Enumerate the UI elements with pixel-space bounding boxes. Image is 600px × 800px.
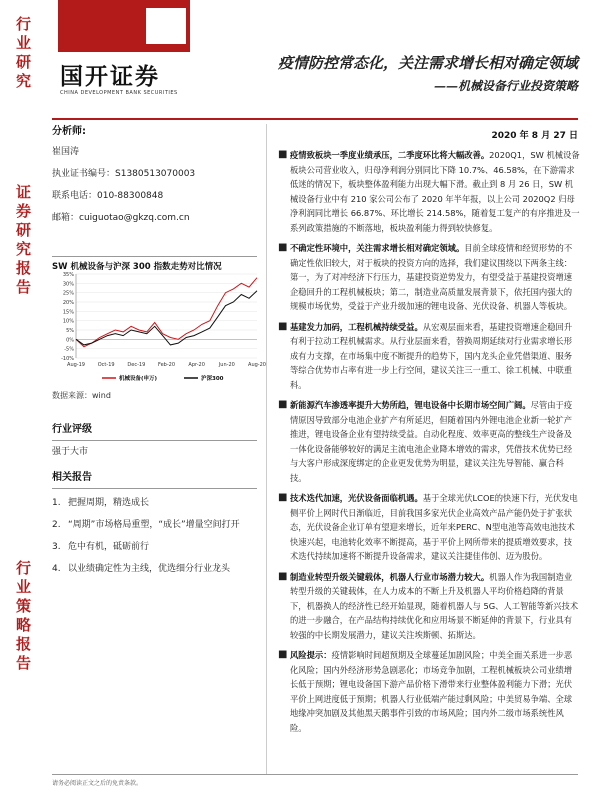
x-tick-label: Aug-19 (67, 362, 85, 368)
bullet-icon: ■ (278, 649, 288, 660)
side-label-research: 行业研究 (14, 16, 32, 92)
summary-point: ■ 不确定性环境中，关注需求增长相对确定领域。目前全球疫情和经贸形势的不确定性依旧较大，对于板块的投资方向的选择，我们建议围绕以下两条主线：第一，为了对冲经济下行压力，基建投资逆势发力，有望受益于基建投资增速企稳回升的工程机械板块；第二，制造业高质量发展背景下，依托国内强大的规模市场优势，受益于产业升级加速的锂电设备、光伏设备、机器人等板块。 (278, 241, 580, 314)
y-tick-label: 25% (62, 290, 74, 297)
bullet-icon: ■ (278, 399, 288, 410)
page-subtitle: ——机械设备行业投资策略 (433, 79, 578, 93)
related-reports (52, 470, 257, 577)
summary-points (278, 148, 580, 741)
y-tick-label: 15% (62, 309, 74, 316)
logo-subtitle: CHINA DEVELOPMENT BANK SECURITIES (60, 90, 178, 96)
analyst-name: 崔国涛 (52, 147, 80, 157)
x-tick-label: Aug-20 (248, 362, 266, 368)
logo (58, 0, 190, 52)
footer-disclaimer: 请务必阅读正文之后的免责条款。 (52, 780, 143, 787)
side-label-securities-report: 证券研究报告 (14, 184, 32, 298)
logo-name: 国开证券 (60, 64, 160, 90)
index-comparison-chart (52, 270, 266, 385)
industry-rating-title: 行业评级 (52, 422, 257, 441)
side-label-strategy-report: 行业策略报告 (14, 560, 32, 674)
y-tick-label: 10% (62, 318, 74, 325)
bullet-icon: ■ (278, 242, 288, 253)
analyst-block (52, 124, 257, 226)
summary-point: ■ 疫情致板块一季度业绩承压，二季度环比将大幅改善。2020Q1，SW 机械设备板块公司营业收入，归母净利润分别同比下降 10.7%、46.58%，在下游需求低迷的情况下，板块整体盈利能力出现大幅下滑。截止到 8 月 26 日，SW 机械设备行业中有 210 家公司公布了 2020 年半年报，以上公司 2020Q2 归母净利润同比增长 66.87%、环比增长 214.58%，随着复工复产的有序推进及一系列政策措施的不断落地，板块盈利能力得到较快修复。 (278, 148, 580, 235)
analyst-phone: 联系电话：010-88300848 (52, 191, 164, 201)
summary-point: ■ 技术迭代加速，光伏设备面临机遇。基于全球光伏LCOE的快速下行，光伏发电侧平价上网时代日渐临近，目前我国多家光伏企业高效产品产能仍处于扩张状态，光伏设备企业订单有望迎来增长，近年来PERC、N型电池等高效电池技术快速兴起，电池转化效率不断提高，基于平价上网所带来的提质增效要求，技术迭代持续加速将不断提升设备需求，建议关注捷佳伟创、迈为股份。 (278, 491, 580, 564)
y-tick-label: 20% (62, 300, 74, 306)
series-line-1 (76, 291, 257, 345)
related-reports-title: 相关报告 (52, 470, 257, 489)
related-report-item[interactable]: 2. “周期”市场格局重塑，“成长”增量空间打开 (52, 520, 240, 530)
series-line-0 (76, 278, 257, 347)
industry-rating-value: 强于大市 (52, 447, 89, 457)
x-tick-label: Feb-20 (157, 362, 176, 368)
bullet-icon: ■ (278, 492, 288, 503)
chart-source: 数据来源：wind (52, 391, 111, 400)
report-date: 2020 年 8 月 27 日 (491, 131, 578, 141)
legend-label: 沪深300 (201, 376, 224, 382)
bullet-icon: ■ (278, 320, 288, 332)
x-tick-label: Jun-20 (218, 362, 235, 368)
related-report-item[interactable]: 3. 危中有机，砥砺前行 (52, 542, 150, 552)
y-tick-label: 5% (66, 328, 74, 334)
related-report-item[interactable]: 4. 以业绩确定性为主线，优选细分行业龙头 (52, 564, 231, 574)
page-title: 疫情防控常态化，关注需求增长相对确定领域 (277, 54, 578, 72)
industry-rating (52, 422, 257, 460)
header-divider (52, 118, 578, 120)
bullet-icon: ■ (278, 570, 288, 582)
analyst-label: 分析师: (52, 126, 86, 137)
analyst-email[interactable]: 邮箱：cuiguotao@gkzq.com.cn (52, 213, 190, 223)
x-tick-label: Apr-20 (188, 362, 205, 368)
analyst-cert: 执业证书编号：S1380513070003 (52, 169, 196, 179)
x-tick-label: Dec-19 (127, 362, 146, 368)
y-tick-label: 30% (62, 281, 74, 288)
summary-point: ■ 制造业转型升级关键载体，机器人行业市场潜力较大。机器人作为我国制造业转型升级的关键载体，在人力成本的不断上升及机器人平均价格趋降的背景下，机器换人的经济性已经开始显现，随着机器人与 5G、人工智能等新兴技术的进一步融合，在产品结构持续优化和应用场景不断延伸的背景下，行业具有较强的中长期发展潜力，建议关注埃斯顿、拓斯达。 (278, 570, 580, 643)
y-tick-label: -10% (61, 356, 74, 362)
summary-point: ■ 基建发力加码，工程机械持续受益。从宏观层面来看，基建投资增速企稳回升有利于拉动工程机械需求。从行业层面来看，替换周期延续对行业需求增长形成有力支撑，在市场集中度不断提升的趋势下，国内龙头企业凭借渠道、服务等综合优势市占率有进一步上行空间，建议关注三一重工、徐工机械、中联重科。 (278, 320, 580, 393)
summary-point: ■ 风险提示：疫情影响时间超预期及全球蔓延加剧风险；中美全面关系进一步恶化风险；国内外经济形势急剧恶化；市场竞争加剧，工程机械板块公司业绩增长低于预期；锂电设备国下游产品价格下滑带来行业整体盈利能力下滑；光伏平价上网进度低于预期；机器人行业低端产能过剩风险；中美贸易争端、全球地缘冲突加剧及其他黑天鹅事件引致的市场风险；国内外二级市场系统性风险。 (278, 648, 580, 735)
chart-title: SW 机械设备与沪深 300 指数走势对比情况 (52, 256, 257, 272)
y-tick-label: 0% (66, 337, 74, 344)
legend-label: 机械设备(申万) (119, 376, 158, 382)
side-band (0, 0, 42, 800)
bullet-icon: ■ (278, 149, 288, 160)
footer-divider (52, 774, 578, 775)
y-tick-label: 35% (62, 272, 74, 278)
related-report-item[interactable]: 1. 把握周期，精选成长 (52, 498, 150, 508)
summary-point: ■ 新能源汽车渗透率提升大势所趋，锂电设备中长期市场空间广阔。尽管由于疫情原因导致部分电池企业扩产有所延迟，但随着国内外锂电池企业新一轮扩产推进，锂电设备企业有望持续受益。自动化程度、效率更高的整线生产设备及一体化设备能够较好的满足主流电池企业降本增效的需求，凭借技术优势已经与大客户形成深度绑定的企业更发优势为明显，建议关注先导智能、赢合科技。 (278, 398, 580, 485)
y-tick-label: -5% (64, 346, 74, 353)
x-tick-label: Oct-19 (97, 362, 115, 368)
column-divider (266, 124, 267, 774)
